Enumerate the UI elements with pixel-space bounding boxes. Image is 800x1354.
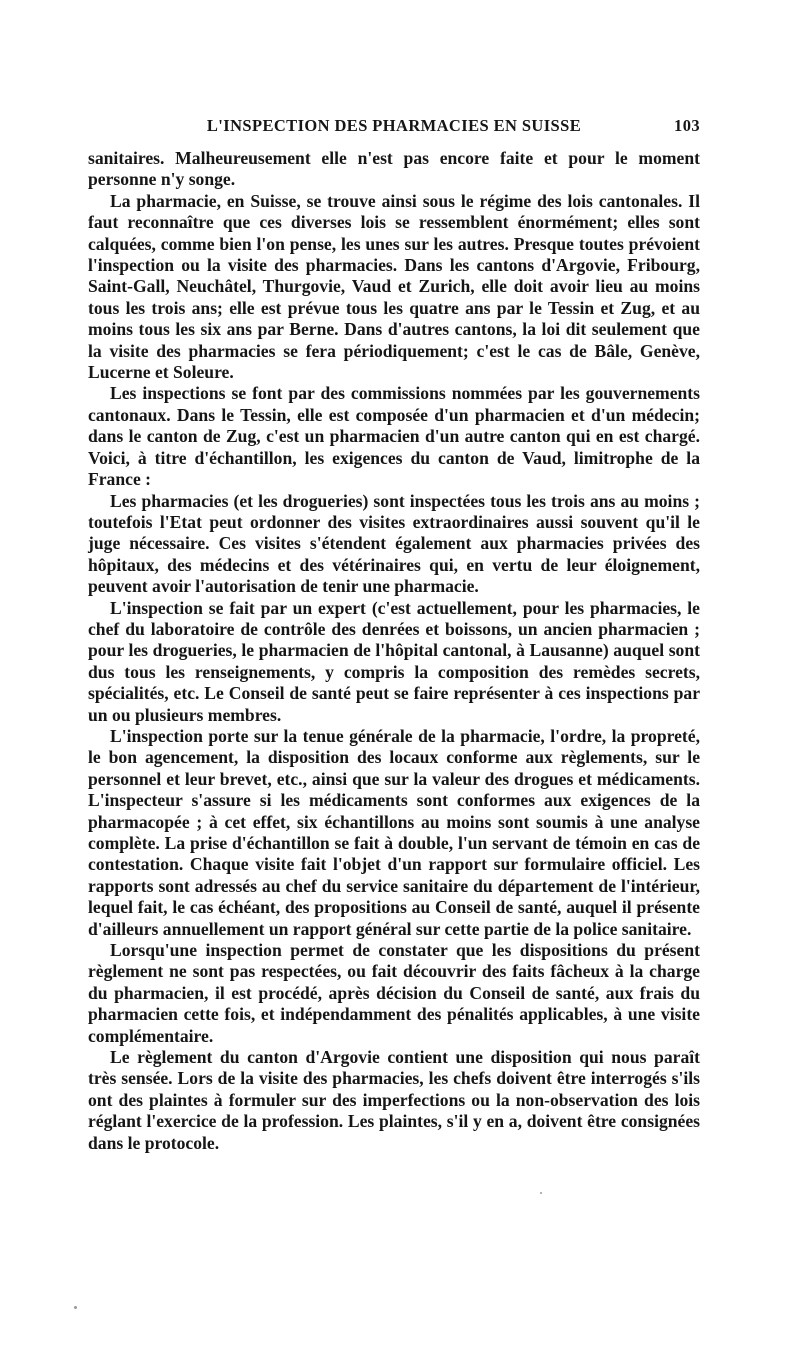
body-text <box>88 148 700 1154</box>
paragraph-vaud-rules: Les pharmacies (et les drogueries) sont inspectées tous les trois ans au moins ; toutefois l'Etat peut ordonner des visites extraordinaires aussi souvent qu'il le juge nécessaire. Ces visites s'étendent également aux pharmacies privées des hôpitaux, des médecins et des vétérinaires qui, en vertu de leur éloignement, peuvent avoir l'autorisation de tenir une pharmacie. <box>88 490 700 597</box>
paragraph-cantonal-laws: La pharmacie, en Suisse, se trouve ainsi sous le régime des lois cantonales. Il faut reconnaître que ces diverses lois se ressemblent énormément; elles sont calquées, comme bien l'on pense, les unes sur les autres. Presque toutes prévoient l'inspection ou la visite des pharmacies. Dans les cantons d'Argovie, Fribourg, Saint-Gall, Neuchâtel, Thurgovie, Vaud et Zurich, elle doit avoir lieu au moins tous les trois ans; elle est prévue tous les quatre ans par le Tessin et Zug, et au moins tous les six ans par Berne. Dans d'autres cantons, la loi dit seulement que la visite des pharmacies se fera périodiquement; c'est le cas de Bâle, Genève, Lucerne et Soleure. <box>88 190 700 383</box>
paragraph-expert: L'inspection se fait par un expert (c'est actuellement, pour les pharmacies, le chef du laboratoire de contrôle des denrées et boissons, un ancien pharmacien ; pour les drogueries, le pharmacien de l'hôpital cantonal, à Lausanne) auquel sont dus tous les renseignements, y compris la composition des remèdes secrets, spécialités, etc. Le Conseil de santé peut se faire représenter à ces inspections par un ou plusieurs membres. <box>88 597 700 725</box>
running-title: L'INSPECTION DES PHARMACIES EN SUISSE <box>206 116 582 135</box>
paragraph-continuation: sanitaires. Malheureusement elle n'est pas encore faite et pour le moment personne n'y songe. <box>88 148 700 190</box>
paragraph-inspection-scope: L'inspection porte sur la tenue générale de la pharmacie, l'ordre, la propreté, le bon agencement, la disposition des locaux conforme aux règlements, sur le personnel et leur brevet, etc., ainsi que sur la valeur des drogues et médicaments. L'inspecteur s'assure si les médicaments sont conformes aux exigences de la pharmacopée ; à cet effet, six échantillons au moins sont soumis à une analyse complète. La prise d'échantillon se fait à double, l'un servant de témoin en cas de contestation. Chaque visite fait l'objet d'un rapport sur formulaire officiel. Les rapports sont adressés au chef du service sanitaire du département de l'intérieur, lequel fait, le cas échéant, des propositions au Conseil de santé, auquel il présente d'ailleurs annuellement un rapport général sur cette partie de la police sanitaire. <box>88 725 700 939</box>
paper-speck <box>74 1306 77 1309</box>
paragraph-argovie: Le règlement du canton d'Argovie contient une disposition qui nous paraît très sensée. Lors de la visite des pharmacies, les chefs doivent être interrogés s'ils ont des plaintes à formuler sur des imperfections ou la non-observation des lois réglant l'exercice de la profession. Les plaintes, s'il y en a, doivent être consignées dans le protocole. <box>88 1047 700 1153</box>
running-header <box>88 116 700 138</box>
paragraph-complementary-visit: Lorsqu'une inspection permet de constater que les dispositions du présent règlement ne sont pas respectées, ou fait découvrir des faits fâcheux à la charge du pharmacien, il est procédé, après décision du Conseil de santé, aux frais du pharmacien cette fois, et indépendamment des pénalités applicables, à une visite complémentaire. <box>88 940 700 1046</box>
paper-speck <box>540 1192 542 1194</box>
paragraph-commissions: Les inspections se font par des commissions nommées par les gouvernements cantonaux. Dans le Tessin, elle est composée d'un pharmacien et d'un médecin; dans le canton de Zug, c'est un pharmacien d'un autre canton qui en est chargé. Voici, à titre d'échantillon, les exigences du canton de Vaud, limitrophe de la France : <box>88 383 700 490</box>
page-number: 103 <box>674 116 700 135</box>
